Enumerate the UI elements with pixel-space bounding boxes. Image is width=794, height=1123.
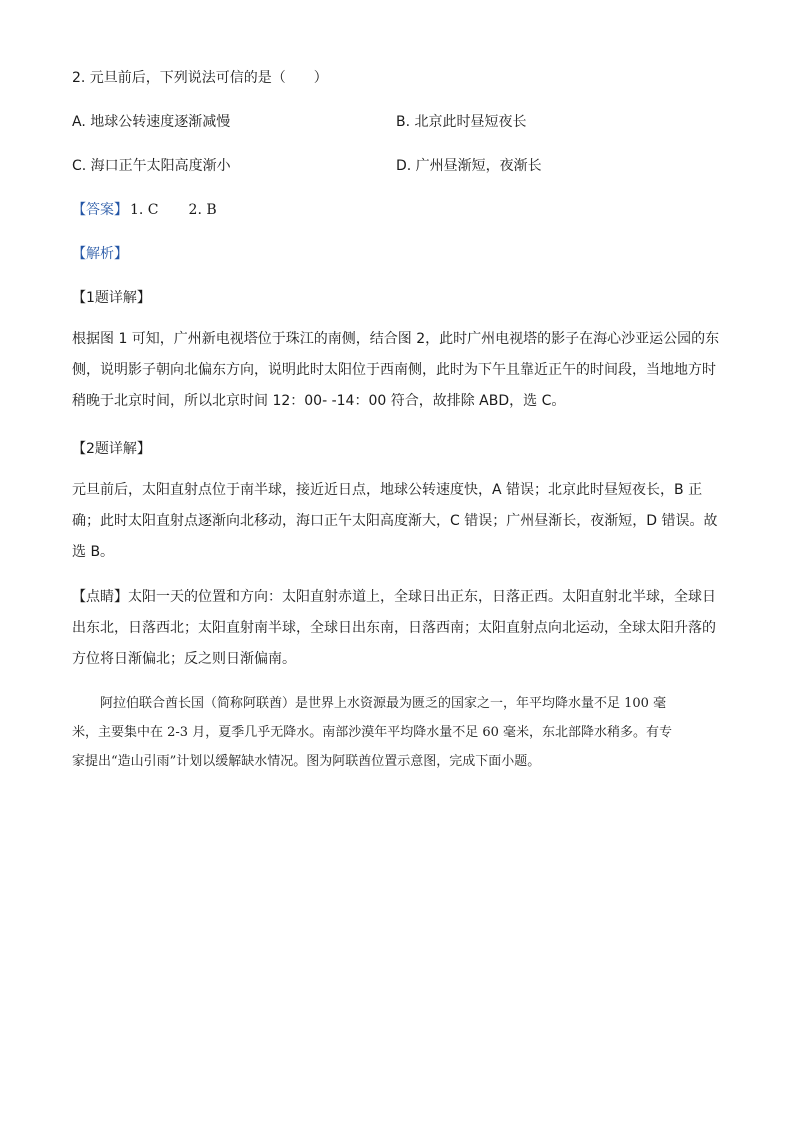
- option-c: C. 海口正午太阳高度渐小: [72, 158, 231, 174]
- document-page: [72, 60, 722, 776]
- detail-2-tag: 【2题详解】: [72, 441, 151, 457]
- options-row-cd: [72, 154, 722, 178]
- detail-2-paragraph: [72, 475, 722, 568]
- option-d: D. 广州昼渐短，夜渐长: [396, 158, 542, 174]
- detail-1-tag: 【1题详解】: [72, 290, 151, 306]
- options-row-ab: [72, 110, 722, 134]
- tip-line: 【点睛】太阳一天的位置和方向：太阳直射赤道上，全球日出正东，日落正西。太阳直射北半球，全球日: [72, 589, 716, 605]
- detail-2-line: 选 B。: [72, 544, 115, 560]
- detail-2-line: 确；此时太阳直射点逐渐向北移动，海口正午太阳高度渐大，C 错误；广州昼渐长，夜渐短，D 错误。故: [72, 513, 718, 529]
- passage-line: 阿拉伯联合酋长国（简称阿联酋）是世界上水资源最为匮乏的国家之一，年平均降水量不足 100 毫: [100, 696, 667, 711]
- reading-passage: [72, 689, 722, 776]
- detail-2-line: 元旦前后，太阳直射点位于南半球，接近近日点，地球公转速度快，A 错误；北京此时昼短夜长，B 正: [72, 482, 703, 498]
- tip-tag: 【点睛】: [72, 589, 128, 605]
- analysis-tag: 【解析】: [72, 246, 128, 262]
- question-2-stem: 2. 元旦前后，下列说法可信的是（ ）: [72, 70, 328, 86]
- detail-1-line: 稍晚于北京时间，所以北京时间 12：00- -14：00 符合，故排除 ABD，选 C。: [72, 393, 566, 409]
- detail-1-line: 侧，说明影子朝向北偏东方向，说明此时太阳位于西南侧，此时为下午且靠近正午的时间段，当地地方时: [72, 362, 716, 378]
- answer-line: [72, 198, 722, 222]
- tip-line: 方位将日渐偏北；反之则日渐偏南。: [72, 651, 296, 667]
- tip-line: 出东北，日落西北；太阳直射南半球，全球日出东南，日落西南；太阳直射点向北运动，全球太阳升落的: [72, 620, 716, 636]
- option-b: B. 北京此时昼短夜长: [396, 114, 527, 130]
- detail-1-paragraph: [72, 324, 722, 417]
- answer-q2: 2. B: [188, 202, 217, 218]
- detail-1-line: 根据图 1 可知，广州新电视塔位于珠江的南侧，结合图 2，此时广州电视塔的影子在海心沙亚运公园的东: [72, 331, 720, 347]
- answer-q1: 1. C: [130, 202, 159, 218]
- answer-tag: 【答案】: [72, 202, 128, 218]
- passage-line: 家提出“造山引雨”计划以缓解缺水情况。图为阿联酋位置示意图，完成下面小题。: [72, 754, 541, 769]
- passage-line: 米，主要集中在 2-3 月，夏季几乎无降水。南部沙漠年平均降水量不足 60 毫米，东北部降水稍多。有专: [72, 725, 673, 740]
- option-a: A. 地球公转速度逐渐减慢: [72, 114, 231, 130]
- tip-paragraph: [72, 582, 722, 675]
